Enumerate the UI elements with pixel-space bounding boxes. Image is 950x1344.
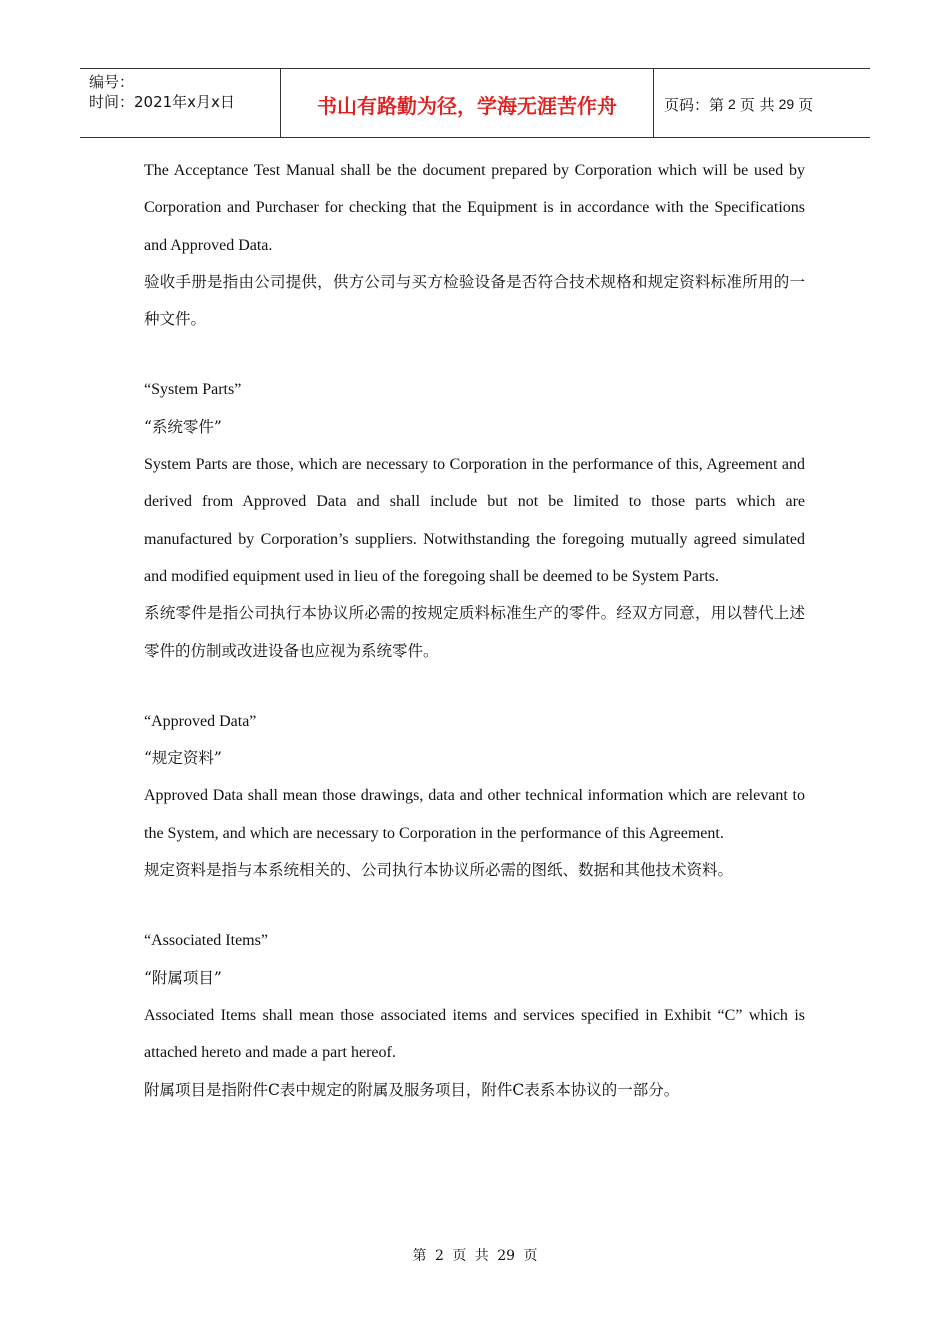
document-number-label: 编号： — [89, 73, 135, 91]
footer-current-page: 2 — [434, 1248, 444, 1264]
page-suffix: 页 — [798, 95, 814, 114]
spacer — [144, 889, 805, 922]
header-motto: 书山有路勤为径，学海无涯苦作舟 — [281, 69, 654, 137]
page-mid: 页 共 — [739, 95, 775, 114]
footer-word-ye-end: 页 — [523, 1248, 538, 1264]
paragraph-acceptance-manual-zh: 验收手册是指由公司提供，供方公司与买方检验设备是否符合技术规格和规定资料标准所用的一种文件。 — [144, 272, 805, 329]
section-title-associated-items-en: “Associated Items” — [144, 932, 268, 950]
page-prefix: 页码：第 — [664, 95, 725, 114]
page-footer — [0, 1245, 950, 1265]
spacer — [144, 670, 805, 703]
paragraph-approved-data-zh: 规定资料是指与本系统相关的、公司执行本协议所必需的图纸、数据和其他技术资料。 — [144, 861, 734, 880]
paragraph-system-parts-en: System Parts are those, which are necessary to Corporation in the performance of this, Agreement and derived from Approved Data and shall include but not be limited to those parts which are manufactured by Corporation’s suppliers. Notwithstanding the foregoing mutually agreed simulated and modified equipment used in lieu of the foregoing shall be deemed to be System Parts. — [144, 456, 805, 585]
spacer — [144, 338, 805, 371]
header-meta — [80, 69, 281, 137]
footer-total-pages: 29 — [497, 1248, 516, 1264]
section-title-approved-data-en: “Approved Data” — [144, 712, 257, 730]
section-title-approved-data-zh: “规定资料” — [144, 749, 222, 768]
document-body — [144, 152, 805, 1109]
section-title-system-parts-zh: “系统零件” — [144, 417, 222, 436]
page-total: 29 — [778, 96, 795, 112]
paragraph-associated-items-zh: 附属项目是指附件C表中规定的附属及服务项目，附件C表系本协议的一部分。 — [144, 1080, 680, 1099]
paragraph-associated-items-en: Associated Items shall mean those associated items and services specified in Exhibit “C” which is attached hereto and made a part hereof. — [144, 1006, 805, 1062]
footer-word-ye: 页 — [452, 1248, 467, 1264]
header-page-indicator — [654, 69, 870, 137]
footer-word-di: 第 — [412, 1248, 427, 1264]
paragraph-approved-data-en: Approved Data shall mean those drawings, data and other technical information which are relevant to the System, and which are necessary to Corporation in the performance of this Agreement. — [144, 787, 805, 842]
section-title-associated-items-zh: “附属项目” — [144, 968, 222, 987]
page-header — [80, 68, 870, 138]
section-title-system-parts-en: “System Parts” — [144, 381, 242, 399]
paragraph-system-parts-zh: 系统零件是指公司执行本协议所必需的按规定质料标准生产的零件。经双方同意，用以替代上述零件的仿制或改进设备也应视为系统零件。 — [144, 604, 805, 660]
page-current: 2 — [728, 96, 736, 112]
footer-word-gong: 共 — [474, 1248, 489, 1264]
document-date: 时间：2021年x月x日 — [89, 93, 235, 111]
paragraph-acceptance-manual-en: The Acceptance Test Manual shall be the document prepared by Corporation which will be used by Corporation and Purchaser for checking that the Equipment is in accordance with the Specifications and Approved Data. — [144, 162, 805, 254]
